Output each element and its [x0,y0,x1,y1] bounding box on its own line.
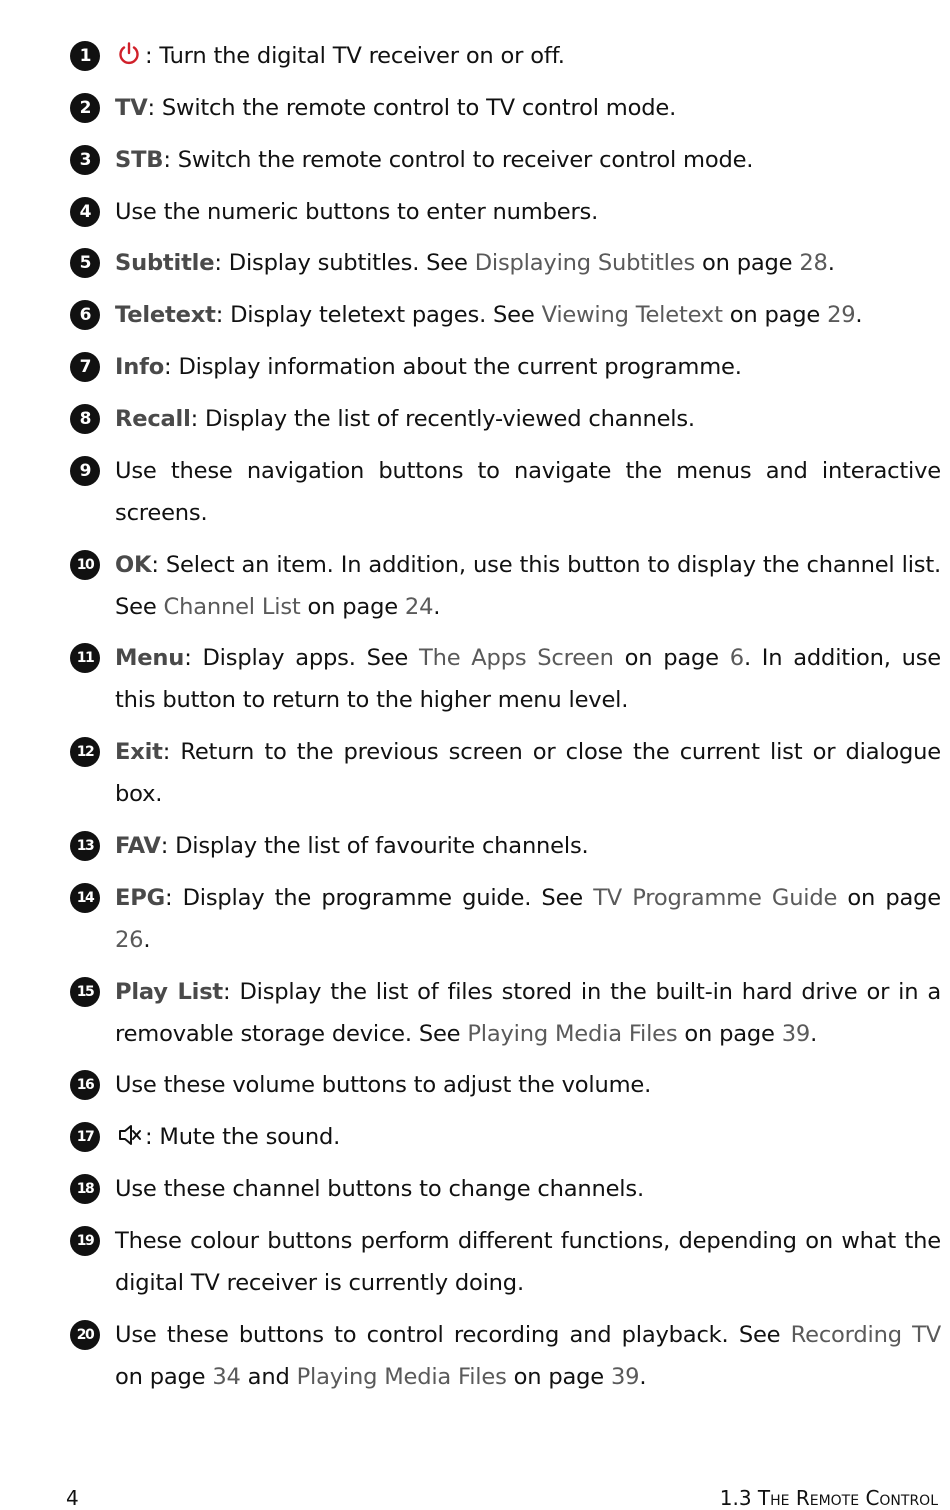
item-description [115,398,941,440]
description-text: Use these channel buttons to change channels. [115,1176,644,1202]
description-text: : Return to the previous screen or close the current list or dialogue box. [115,739,941,807]
description-text: : Switch the remote control to receiver control mode. [163,147,754,173]
cross-reference-link[interactable]: Channel List [163,594,301,620]
item-number-badge: 12 [70,737,100,767]
description-text: : Display teletext pages. See [215,302,542,328]
cross-reference-link[interactable]: Playing Media Files [296,1364,507,1390]
button-name: Play List [115,979,224,1005]
item-description [115,1314,941,1398]
description-text: on page [300,594,405,620]
description-text: : Display the list of files stored in the built-in hard drive or in a removable storage device. See [115,979,941,1047]
item-description [115,971,941,1055]
button-name: Menu [115,645,185,671]
power-icon [115,40,143,68]
item-description [115,242,941,284]
description-text: . [855,302,863,328]
description-text: : Turn the digital TV receiver on or off. [145,43,565,69]
section-title: 1.3 The Remote Control [719,1486,938,1510]
description-text: . [639,1364,647,1390]
description-text: on page [695,250,800,276]
button-name: Teletext [115,302,216,328]
button-name: TV [115,95,148,121]
item-description [115,450,941,534]
cross-reference-link[interactable]: 39 [610,1364,640,1390]
item-description [115,346,941,388]
description-text: Use these buttons to control recording and playback. See [115,1322,791,1348]
description-text: and [240,1364,297,1390]
item-description [115,731,941,815]
cross-reference-link[interactable]: 6 [729,645,744,671]
cross-reference-link[interactable]: 29 [827,302,856,328]
button-name: Exit [115,739,163,765]
button-name: Info [115,354,165,380]
cross-reference-link[interactable]: 28 [799,250,828,276]
button-name: EPG [115,885,165,911]
item-number-badge: 15 [70,977,100,1007]
cross-reference-link[interactable]: Viewing Teletext [541,302,723,328]
item-number-badge: 16 [70,1070,100,1100]
item-number-badge: 7 [70,352,100,382]
item-number-badge: 14 [70,883,100,913]
item-description [115,1064,941,1106]
description-text: : Mute the sound. [145,1124,341,1150]
description-text: . [143,927,151,953]
description-text: : Display the list of favourite channels. [160,833,589,859]
item-number-badge: 9 [70,456,100,486]
item-description [115,294,941,336]
item-description [115,1116,941,1158]
item-description [115,877,941,961]
button-name: OK [115,552,152,578]
item-description [115,191,941,233]
description-text: : Select an item. In addition, use this button to display the channel list. See [115,552,941,620]
description-text: on page [115,1364,213,1390]
cross-reference-link[interactable]: The Apps Screen [419,645,614,671]
description-text: : Display apps. See [184,645,419,671]
description-text: on page [722,302,828,328]
item-number-badge: 10 [70,550,100,580]
item-number-badge: 19 [70,1226,100,1256]
button-name: Recall [115,406,191,432]
button-name: FAV [115,833,161,859]
item-description [115,825,941,867]
item-description [115,87,941,129]
item-number-badge: 20 [70,1320,100,1350]
item-number-badge: 13 [70,831,100,861]
description-text: Use these navigation buttons to navigate the menus and interactive screens. [115,458,941,526]
item-number-badge: 4 [70,197,100,227]
item-number-badge: 6 [70,300,100,330]
item-number-badge: 5 [70,248,100,278]
item-number-badge: 3 [70,145,100,175]
cross-reference-link[interactable]: 26 [115,927,144,953]
description-text: . [810,1021,818,1047]
item-description [115,1168,941,1210]
description-text: : Switch the remote control to TV control mode. [147,95,677,121]
cross-reference-link[interactable]: 34 [212,1364,241,1390]
cross-reference-link[interactable]: Recording TV [790,1322,941,1348]
item-number-badge: 1 [70,41,100,71]
cross-reference-link[interactable]: Playing Media Files [467,1021,678,1047]
cross-reference-link[interactable]: Displaying Subtitles [474,250,696,276]
description-text: : Display the programme guide. See [164,885,594,911]
description-text: on page [613,645,730,671]
description-text: on page [677,1021,782,1047]
cross-reference-link[interactable]: 39 [781,1021,811,1047]
item-description [115,35,941,77]
button-name: Subtitle [115,250,215,276]
description-text: . In addition, use this button to return to the higher menu level. [115,645,941,713]
description-text: : Display the list of recently-viewed channels. [190,406,695,432]
item-number-badge: 11 [70,643,100,673]
cross-reference-link[interactable]: TV Programme Guide [593,885,838,911]
description-text: on page [837,885,942,911]
description-text: . [827,250,835,276]
item-description [115,139,941,181]
description-text: on page [506,1364,611,1390]
item-description [115,637,941,721]
button-name: STB [115,147,164,173]
description-text: : Display information about the current programme. [164,354,742,380]
item-number-badge: 8 [70,404,100,434]
item-number-badge: 18 [70,1174,100,1204]
description-text: Use the numeric buttons to enter numbers. [115,199,599,225]
item-number-badge: 2 [70,93,100,123]
description-text: . [433,594,441,620]
description-text: These colour buttons perform different functions, depending on what the digital TV receiver is currently doing. [115,1228,941,1296]
cross-reference-link[interactable]: 24 [404,594,434,620]
page-number: 4 [66,1486,79,1510]
description-text: : Display subtitles. See [214,250,475,276]
description-text: Use these volume buttons to adjust the volume. [115,1072,652,1098]
item-description [115,1220,941,1304]
item-description [115,544,941,628]
mute-icon [115,1121,143,1149]
item-number-badge: 17 [70,1122,100,1152]
